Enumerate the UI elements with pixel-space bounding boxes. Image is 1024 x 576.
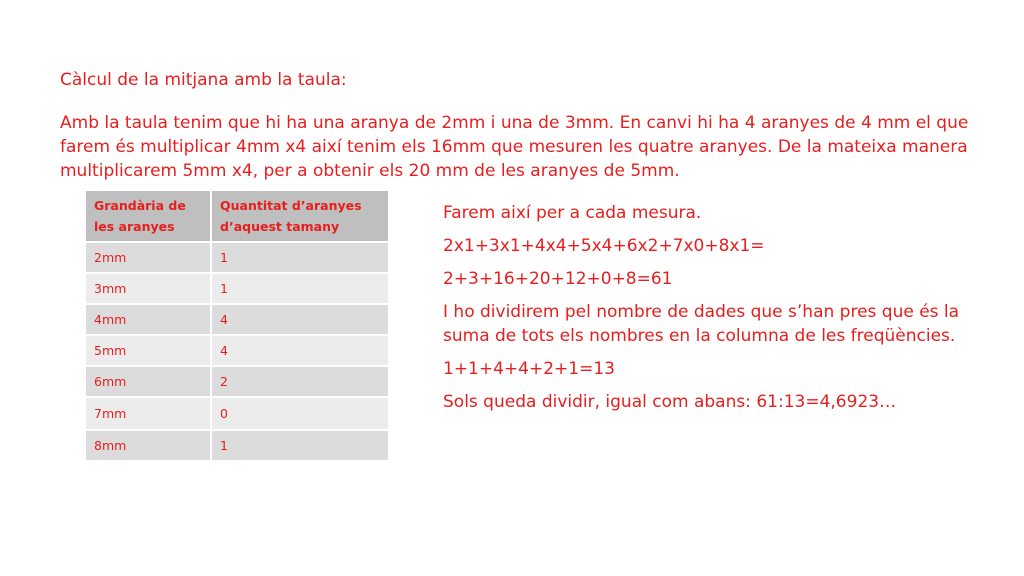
table-header-row (86, 191, 389, 242)
table-row (86, 273, 389, 304)
cell-quantity: 2 (211, 366, 389, 397)
table-row (86, 242, 389, 273)
calc-line: I ho dividirem pel nombre de dades que s’han pres que és la suma de tots els nombres en la columna de les freqüències. (443, 302, 960, 346)
calculation-text (443, 201, 1008, 423)
cell-quantity: 1 (211, 273, 389, 304)
frequency-table-container (86, 191, 390, 462)
calc-line: Farem així per a cada mesura. (443, 203, 702, 223)
intro-paragraph: Amb la taula tenim que hi ha una aranya de 2mm i una de 3mm. En canvi hi ha 4 aranyes de 4 mm el que farem és multiplicar 4mm x4 així tenim els 16mm que mesuren les quatre aranyes. De la mateixa manera multiplicarem 5mm x4, per a obtenir els 20 mm de les aranyes de 5mm. (60, 113, 969, 181)
table-row (86, 335, 389, 366)
cell-quantity: 4 (211, 335, 389, 366)
cell-size: 3mm (86, 273, 211, 304)
calc-line: 2+3+16+20+12+0+8=61 (443, 269, 673, 289)
header-size: Grandària de les aranyes (86, 191, 211, 242)
cell-quantity: 0 (211, 397, 389, 430)
calc-line: Sols queda dividir, igual com abans: 61:13=4,6923… (443, 392, 897, 412)
frequency-table (86, 191, 390, 462)
calc-line: 2x1+3x1+4x4+5x4+6x2+7x0+8x1= (443, 236, 765, 256)
cell-size: 4mm (86, 304, 211, 335)
cell-size: 7mm (86, 397, 211, 430)
calc-line: 1+1+4+4+2+1=13 (443, 359, 615, 379)
cell-size: 5mm (86, 335, 211, 366)
table-row (86, 304, 389, 335)
table-row (86, 397, 389, 430)
cell-size: 2mm (86, 242, 211, 273)
cell-size: 8mm (86, 430, 211, 461)
cell-quantity: 4 (211, 304, 389, 335)
slide-title: Càlcul de la mitjana amb la taula: (60, 70, 347, 90)
header-quantity: Quantitat d’aranyes d’aquest tamany (211, 191, 389, 242)
cell-quantity: 1 (211, 430, 389, 461)
cell-size: 6mm (86, 366, 211, 397)
table-row (86, 366, 389, 397)
table-row (86, 430, 389, 461)
cell-quantity: 1 (211, 242, 389, 273)
